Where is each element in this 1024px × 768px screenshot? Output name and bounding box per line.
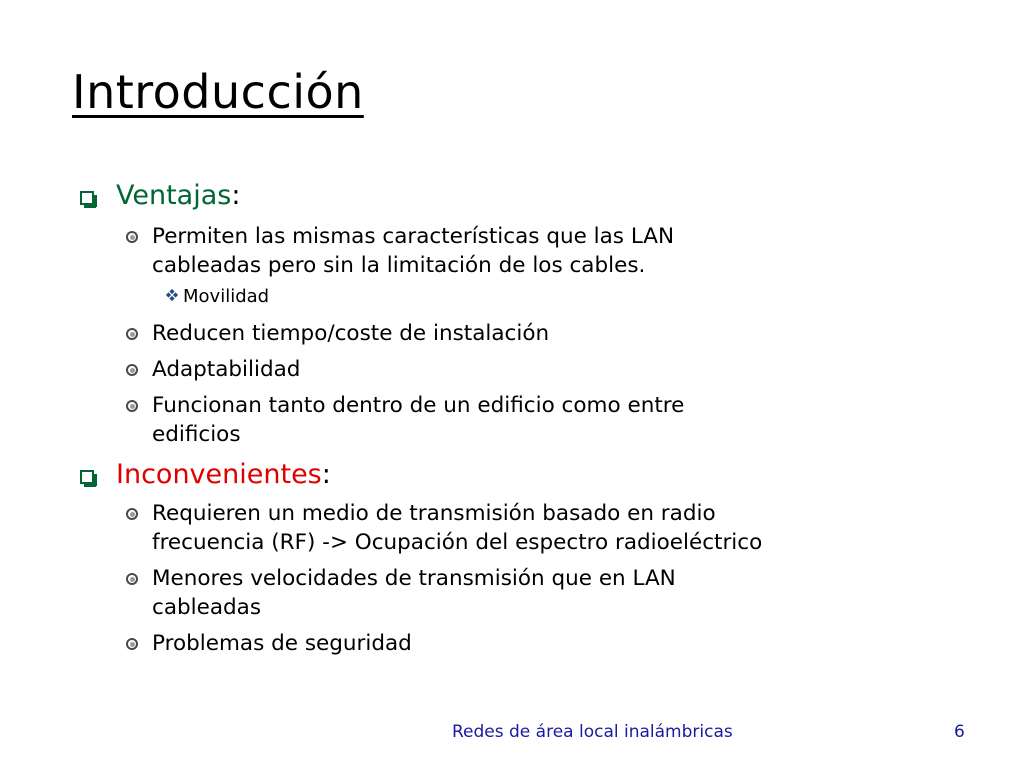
section-heading-label: Ventajas [116,180,232,211]
list-item [126,391,952,449]
circle-bullet-icon [126,638,138,650]
slide-content [72,178,952,658]
sub-list-item [165,285,952,309]
list-item-line: Reducen tiempo/coste de instalación [152,321,550,346]
list-item-line: frecuencia (RF) -> Ocupación del espectro radioeléctrico [152,530,763,555]
list-item [126,319,952,348]
list-item [126,564,952,622]
list-item-line: Adaptabilidad [152,357,301,382]
square-bullet-icon [80,470,94,484]
square-bullet-icon [80,191,94,205]
circle-bullet-icon [126,508,138,520]
section-heading-ventajas: Ventajas: [72,178,952,214]
list-item-line: cableadas pero sin la limitación de los cables. [152,253,646,278]
circle-bullet-icon [126,400,138,412]
sub-list-item-label: Movilidad [183,286,270,307]
list-item-line: edificios [152,422,241,447]
list-item-line: Permiten las mismas características que las LAN [152,224,675,249]
circle-bullet-icon [126,328,138,340]
list-item [126,222,952,280]
diamond-bullet-icon [165,287,179,303]
list-item-line: Problemas de seguridad [152,631,412,656]
circle-bullet-icon [126,364,138,376]
section-heading-inconvenientes: Inconvenientes: [72,457,952,493]
footer-title: Redes de área local inalámbricas [452,722,733,742]
circle-bullet-icon [126,231,138,243]
section-heading-label: Inconvenientes [116,459,322,490]
list-item-line: Requieren un medio de transmisión basado en radio [152,501,716,526]
circle-bullet-icon [126,573,138,585]
page-number: 6 [954,722,965,742]
list-item [126,355,952,384]
list-item-line: Funcionan tanto dentro de un edificio como entre [152,393,685,418]
list-item-line: cableadas [152,595,262,620]
list-item [126,499,952,557]
list-item [126,629,952,658]
list-item-line: Menores velocidades de transmisión que en LAN [152,566,676,591]
slide-title: Introducción [72,65,364,119]
